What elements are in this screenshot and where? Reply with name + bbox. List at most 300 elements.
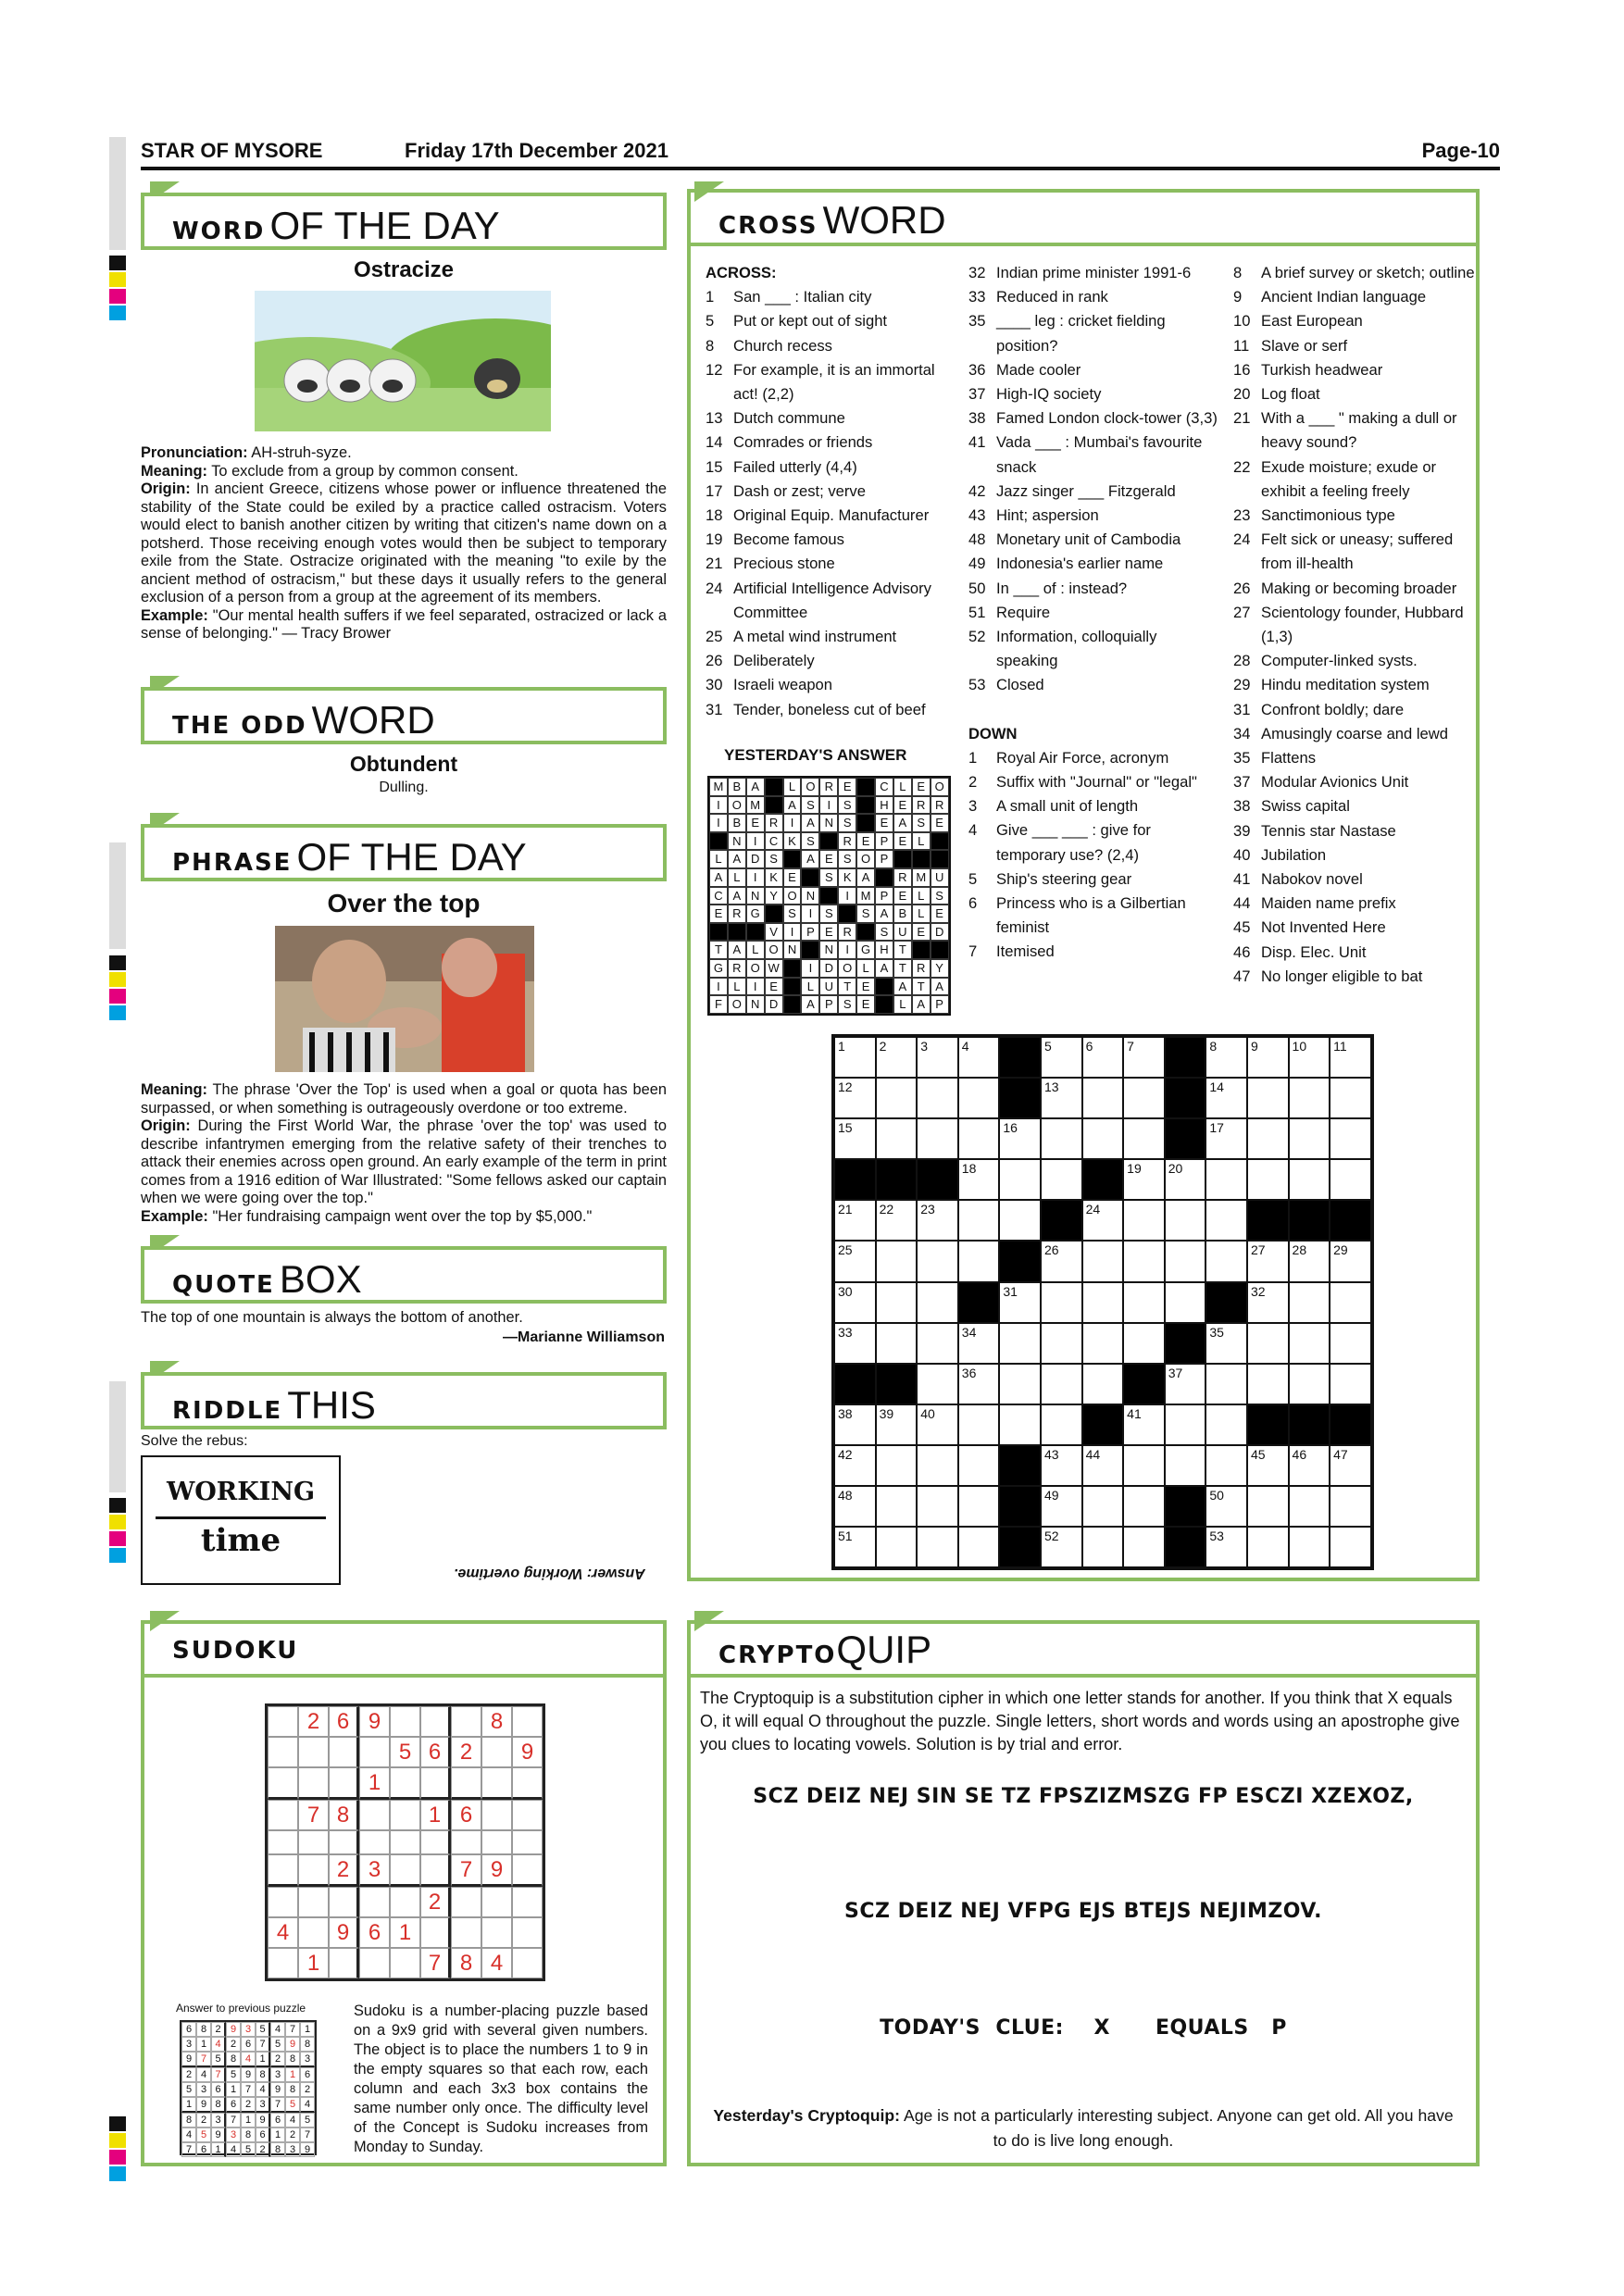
clue-number: 26 <box>706 652 723 670</box>
sudoku-cell[interactable] <box>268 1948 298 1978</box>
crossword-cell[interactable] <box>1123 1241 1165 1281</box>
crossword-cell[interactable] <box>999 1200 1041 1241</box>
crossword-cell[interactable] <box>1206 1200 1247 1241</box>
sudoku-cell[interactable] <box>420 1917 451 1948</box>
sudoku-answer-cell: 4 <box>226 2142 241 2157</box>
crossword-cell[interactable] <box>1041 1282 1082 1323</box>
title-small: CRYPTO <box>718 1641 837 1669</box>
sudoku-cell[interactable] <box>451 1706 481 1737</box>
answer-cell: S <box>838 814 856 832</box>
clue-text: Information, colloquially speaking <box>996 628 1157 670</box>
crossword-cell[interactable] <box>834 1282 876 1323</box>
sudoku-cell[interactable] <box>420 1767 451 1800</box>
crossword-cell[interactable] <box>1330 1486 1371 1527</box>
sudoku-answer-cell: 6 <box>256 2128 270 2142</box>
reg-yellow <box>109 2133 126 2148</box>
answer-block <box>819 832 838 851</box>
crossword-cell[interactable] <box>1247 1445 1289 1486</box>
crossword-cell[interactable] <box>917 1486 958 1527</box>
crossword-cell[interactable] <box>1082 1486 1124 1527</box>
sudoku-answer-cell: 4 <box>211 2037 226 2052</box>
crossword-cell[interactable] <box>1041 1159 1082 1200</box>
crossword-cell[interactable] <box>999 1282 1041 1323</box>
sudoku-cell[interactable] <box>451 1887 481 1917</box>
crossword-cell[interactable] <box>1289 1241 1330 1281</box>
answer-block <box>931 850 949 868</box>
crossword-cell[interactable] <box>1082 1118 1124 1159</box>
sudoku-cell[interactable] <box>329 1887 359 1917</box>
sudoku-cell[interactable] <box>298 1887 329 1917</box>
answer-cell: I <box>709 796 728 815</box>
quote-box-title <box>141 1246 667 1304</box>
crossword-cell[interactable] <box>1330 1159 1371 1200</box>
crossword-cell[interactable] <box>958 1323 1000 1364</box>
crossword-cell[interactable] <box>1330 1241 1371 1281</box>
crossword-cell[interactable] <box>834 1323 876 1364</box>
cell-number: 25 <box>838 1242 853 1258</box>
clue <box>706 504 956 528</box>
crossword-cell[interactable] <box>958 1486 1000 1527</box>
crossword-cell[interactable] <box>834 1486 876 1527</box>
title-large: BOX <box>279 1257 362 1301</box>
sudoku-cell[interactable] <box>420 1854 451 1887</box>
crossword-cell[interactable] <box>917 1118 958 1159</box>
answer-cell: R <box>893 868 912 887</box>
clue <box>1233 577 1479 601</box>
clue-text: Amusingly coarse and lewd <box>1261 724 1448 742</box>
crossword-cell[interactable] <box>1330 1323 1371 1364</box>
crossword-cell[interactable] <box>876 1118 918 1159</box>
sudoku-cell[interactable] <box>390 1887 420 1917</box>
sudoku-cell[interactable] <box>512 1767 543 1800</box>
title-small: WORD <box>172 218 266 245</box>
crossword-cell[interactable] <box>1082 1364 1124 1404</box>
clue-number: 36 <box>968 360 986 379</box>
clue-text: Hint; aspersion <box>996 506 1099 525</box>
crossword-cell[interactable] <box>1041 1118 1082 1159</box>
crossword-cell[interactable] <box>834 1241 876 1281</box>
crossword-cell[interactable] <box>1082 1527 1124 1567</box>
answer-cell: D <box>765 995 783 1014</box>
crossword-cell[interactable] <box>999 1118 1041 1159</box>
sudoku-cell[interactable] <box>390 1830 420 1854</box>
answer-cell: S <box>838 850 856 868</box>
crossword-cell[interactable] <box>1123 1200 1165 1241</box>
sudoku-cell[interactable] <box>359 1800 390 1830</box>
sudoku-cell[interactable] <box>390 1706 420 1737</box>
crossword-cell[interactable] <box>1247 1486 1289 1527</box>
crossword-cell[interactable] <box>999 1323 1041 1364</box>
sudoku-cell[interactable] <box>268 1767 298 1800</box>
crossword-cell[interactable] <box>1123 1486 1165 1527</box>
clue <box>1233 601 1479 649</box>
crossword-cell[interactable] <box>1247 1364 1289 1404</box>
crossword-cell[interactable] <box>1289 1282 1330 1323</box>
clue <box>706 528 956 552</box>
cell-number: 20 <box>1168 1161 1183 1177</box>
crossword-cell[interactable] <box>1165 1282 1206 1323</box>
crossword-block <box>958 1282 1000 1323</box>
crossword-cell[interactable] <box>1041 1445 1082 1486</box>
sudoku-cell[interactable] <box>390 1767 420 1800</box>
crossword-cell[interactable] <box>1247 1282 1289 1323</box>
crossword-cell[interactable] <box>917 1364 958 1404</box>
sudoku-cell[interactable] <box>512 1706 543 1737</box>
sudoku-cell[interactable] <box>268 1800 298 1830</box>
crossword-cell[interactable] <box>1247 1159 1289 1200</box>
crossword-cell[interactable] <box>1330 1364 1371 1404</box>
crossword-cell[interactable] <box>917 1527 958 1567</box>
sudoku-cell: 4 <box>268 1917 298 1948</box>
origin-label: Origin: <box>141 480 191 497</box>
clue <box>706 406 956 430</box>
clue-number: 43 <box>968 506 986 525</box>
clue <box>1233 309 1479 333</box>
crossword-cell[interactable] <box>876 1445 918 1486</box>
crossword-cell[interactable] <box>1330 1282 1371 1323</box>
word-of-day-title <box>141 193 667 250</box>
clue <box>706 358 956 406</box>
clue-text: Ship's steering gear <box>996 869 1132 888</box>
sudoku-cell[interactable] <box>359 1830 390 1854</box>
crossword-cell[interactable] <box>1165 1241 1206 1281</box>
crossword-cell[interactable] <box>917 1241 958 1281</box>
sudoku-cell: 2 <box>420 1887 451 1917</box>
cell-number: 30 <box>838 1283 853 1299</box>
clue <box>1233 382 1479 406</box>
sudoku-cell[interactable] <box>481 1830 512 1854</box>
sudoku-cell[interactable] <box>359 1948 390 1978</box>
crossword-cell[interactable] <box>1082 1445 1124 1486</box>
sudoku-cell[interactable] <box>420 1706 451 1737</box>
crossword-cell[interactable] <box>999 1404 1041 1445</box>
crossword-cell[interactable] <box>917 1323 958 1364</box>
answer-cell: O <box>728 995 746 1014</box>
crossword-cell[interactable] <box>1247 1527 1289 1567</box>
sudoku-answer-cell: 8 <box>300 2037 315 2052</box>
crossword-cell[interactable] <box>1289 1445 1330 1486</box>
answer-block <box>765 778 783 796</box>
crossword-cell[interactable] <box>917 1200 958 1241</box>
sudoku-answer-cell: 2 <box>181 2067 196 2082</box>
crossword-cell[interactable] <box>1041 1037 1082 1078</box>
sudoku-cell[interactable] <box>390 1800 420 1830</box>
sudoku-answer-cell: 6 <box>270 2113 285 2128</box>
clue-number: 50 <box>968 579 986 597</box>
crossword-cell[interactable] <box>1082 1078 1124 1118</box>
crossword-cell[interactable] <box>1289 1323 1330 1364</box>
crossword-cell[interactable] <box>834 1527 876 1567</box>
crossword-cell[interactable] <box>1206 1037 1247 1078</box>
crossword-cell[interactable] <box>1206 1241 1247 1281</box>
clue-text: Require <box>996 603 1051 621</box>
crossword-cell[interactable] <box>834 1445 876 1486</box>
crossword-cell[interactable] <box>1206 1364 1247 1404</box>
crossword-cell[interactable] <box>1041 1527 1082 1567</box>
crossword-cell[interactable] <box>876 1486 918 1527</box>
answer-cell: W <box>765 959 783 978</box>
crossword-cell[interactable] <box>1330 1118 1371 1159</box>
crossword-cell[interactable] <box>958 1241 1000 1281</box>
answer-block <box>765 905 783 923</box>
sudoku-answer-cell: 9 <box>241 2067 256 2082</box>
title-large: OF THE DAY <box>296 835 527 879</box>
cell-number: 24 <box>1085 1202 1101 1217</box>
crossword-cell[interactable] <box>876 1527 918 1567</box>
crossword-cell[interactable] <box>1082 1200 1124 1241</box>
crossword-cell[interactable] <box>1206 1486 1247 1527</box>
crossword-cell[interactable] <box>1247 1078 1289 1118</box>
crossword-cell[interactable] <box>1206 1323 1247 1364</box>
page-number: Page-10 <box>1421 139 1500 162</box>
clue <box>1233 770 1479 794</box>
meaning-label: Meaning: <box>141 462 207 480</box>
crossword-block <box>876 1159 918 1200</box>
clue-number: 48 <box>968 530 986 549</box>
answer-cell: K <box>783 832 802 851</box>
clue <box>968 406 1218 430</box>
clue <box>968 892 1218 940</box>
clue <box>706 625 956 649</box>
crossword-cell[interactable] <box>834 1118 876 1159</box>
sudoku-answer-cell: 8 <box>270 2142 285 2157</box>
crossword-cell[interactable] <box>876 1037 918 1078</box>
crossword-cell[interactable] <box>1206 1527 1247 1567</box>
clue-number: 20 <box>1233 385 1251 404</box>
reg-black <box>109 1498 126 1513</box>
crossword-cell[interactable] <box>958 1364 1000 1404</box>
sudoku-cell[interactable] <box>329 1767 359 1800</box>
crossword-cell[interactable] <box>958 1037 1000 1078</box>
crossword-cell[interactable] <box>1247 1118 1289 1159</box>
crossword-cell[interactable] <box>1289 1118 1330 1159</box>
crossword-cell[interactable] <box>1041 1404 1082 1445</box>
sudoku-cell[interactable] <box>481 1887 512 1917</box>
sudoku-cell[interactable] <box>481 1800 512 1830</box>
crossword-cell[interactable] <box>917 1078 958 1118</box>
crossword-cell[interactable] <box>1082 1323 1124 1364</box>
sudoku-answer-cell: 2 <box>256 2142 270 2157</box>
sudoku-cell[interactable] <box>298 1917 329 1948</box>
crossword-cell[interactable] <box>1206 1118 1247 1159</box>
crossword-cell[interactable] <box>917 1282 958 1323</box>
crossword-cell[interactable] <box>958 1404 1000 1445</box>
crossword-cell[interactable] <box>958 1200 1000 1241</box>
answer-cell: L <box>709 850 728 868</box>
crossword-cell[interactable] <box>1289 1527 1330 1567</box>
crossword-cell[interactable] <box>1165 1364 1206 1404</box>
crossword-cell[interactable] <box>876 1078 918 1118</box>
sudoku-cell[interactable] <box>359 1887 390 1917</box>
reg-black <box>109 955 126 970</box>
sudoku-cell[interactable] <box>451 1767 481 1800</box>
clue-text: Slave or serf <box>1261 336 1348 355</box>
sudoku-cell[interactable] <box>512 1917 543 1948</box>
sudoku-cell[interactable] <box>390 1948 420 1978</box>
crossword-cell[interactable] <box>958 1118 1000 1159</box>
cell-number: 21 <box>838 1202 853 1217</box>
crossword-cell[interactable] <box>1289 1364 1330 1404</box>
sudoku-cell[interactable] <box>451 1917 481 1948</box>
crossword-cell[interactable] <box>1082 1241 1124 1281</box>
clue-text: Nabokov novel <box>1261 870 1363 889</box>
crossword-cell[interactable] <box>1082 1037 1124 1078</box>
cell-number: 8 <box>1209 1039 1218 1054</box>
sudoku-cell[interactable] <box>268 1854 298 1887</box>
clue <box>1233 504 1479 528</box>
clue <box>1233 746 1479 770</box>
sudoku-cell[interactable] <box>512 1948 543 1978</box>
crossword-cell[interactable] <box>1123 1118 1165 1159</box>
sudoku-cell[interactable] <box>298 1854 329 1887</box>
answer-block <box>819 887 838 905</box>
clue-number: 47 <box>1233 967 1251 985</box>
sudoku-cell[interactable] <box>329 1948 359 1978</box>
crossword-cell[interactable] <box>1165 1445 1206 1486</box>
clue-number: 35 <box>1233 749 1251 767</box>
crossword-cell[interactable] <box>1330 1037 1371 1078</box>
sudoku-cell[interactable] <box>268 1737 298 1767</box>
crossword-cell[interactable] <box>876 1404 918 1445</box>
answer-cell: R <box>728 959 746 978</box>
sudoku-cell: 2 <box>329 1854 359 1887</box>
answer-cell: T <box>893 959 912 978</box>
crossword-cell[interactable] <box>1330 1445 1371 1486</box>
sudoku-cell[interactable] <box>329 1737 359 1767</box>
crossword-cell[interactable] <box>1123 1323 1165 1364</box>
crossword-cell[interactable] <box>1247 1323 1289 1364</box>
sudoku-cell[interactable] <box>359 1737 390 1767</box>
answer-cell: T <box>893 941 912 959</box>
crossword-cell[interactable] <box>876 1241 918 1281</box>
answer-block <box>856 796 875 815</box>
crossword-cell[interactable] <box>958 1078 1000 1118</box>
crossword-cell[interactable] <box>876 1282 918 1323</box>
clue-text: Jazz singer ___ Fitzgerald <box>996 481 1176 500</box>
answer-cell: I <box>709 978 728 996</box>
crossword-cell[interactable] <box>834 1200 876 1241</box>
riddle-answer: Answer: Working overtime. <box>454 1566 645 1581</box>
crossword-cell[interactable] <box>1082 1282 1124 1323</box>
crossword-cell[interactable] <box>1247 1037 1289 1078</box>
crossword-cell[interactable] <box>917 1404 958 1445</box>
sudoku-cell[interactable] <box>481 1767 512 1800</box>
sudoku-cell[interactable] <box>268 1706 298 1737</box>
crossword-cell[interactable] <box>1165 1404 1206 1445</box>
sudoku-answer-cell: 1 <box>300 2022 315 2037</box>
crossword-cell[interactable] <box>1041 1078 1082 1118</box>
crossword-cell[interactable] <box>876 1323 918 1364</box>
crossword-cell[interactable] <box>1247 1241 1289 1281</box>
sudoku-cell[interactable] <box>481 1917 512 1948</box>
crossword-cell[interactable] <box>1165 1200 1206 1241</box>
sudoku-answer-cell: 3 <box>241 2022 256 2037</box>
clue <box>968 673 1218 697</box>
crossword-cell[interactable] <box>1289 1486 1330 1527</box>
crossword-cell[interactable] <box>1165 1159 1206 1200</box>
crossword-cell[interactable] <box>958 1445 1000 1486</box>
crossword-cell[interactable] <box>834 1078 876 1118</box>
crossword-cell[interactable] <box>1041 1323 1082 1364</box>
down-clues-col3 <box>1233 261 1479 989</box>
sudoku-cell[interactable] <box>390 1854 420 1887</box>
crossword-cell[interactable] <box>1206 1404 1247 1445</box>
crossword-cell[interactable] <box>1206 1445 1247 1486</box>
crossword-cell[interactable] <box>1123 1282 1165 1323</box>
sudoku-cell[interactable] <box>268 1887 298 1917</box>
crossword-cell[interactable] <box>834 1404 876 1445</box>
crossword-cell[interactable] <box>917 1445 958 1486</box>
crossword-cell[interactable] <box>1123 1078 1165 1118</box>
clue-number: 30 <box>706 676 723 694</box>
sudoku-cell[interactable] <box>451 1830 481 1854</box>
cell-number: 40 <box>920 1405 935 1421</box>
cryptoquip-clue: TODAY'S CLUE: X EQUALS P <box>880 2016 1287 2040</box>
crossword-cell[interactable] <box>1041 1486 1082 1527</box>
crossword-cell[interactable] <box>876 1200 918 1241</box>
cell-number: 22 <box>879 1202 894 1217</box>
crossword-cell[interactable] <box>1123 1445 1165 1486</box>
margin-strip <box>109 137 126 250</box>
sudoku-cell[interactable] <box>420 1830 451 1854</box>
crossword-cell[interactable] <box>1123 1159 1165 1200</box>
answer-cell: A <box>783 796 802 815</box>
sudoku-cell[interactable] <box>512 1830 543 1854</box>
sudoku-cell[interactable] <box>512 1854 543 1887</box>
sudoku-cell[interactable] <box>298 1737 329 1767</box>
crossword-cell[interactable] <box>999 1364 1041 1404</box>
answer-cell: I <box>819 796 838 815</box>
clue <box>1233 673 1479 697</box>
cell-number: 37 <box>1168 1365 1183 1380</box>
answer-cell: P <box>875 850 893 868</box>
crossword-cell[interactable] <box>1289 1078 1330 1118</box>
crossword-cell[interactable] <box>1330 1078 1371 1118</box>
crossword-cell[interactable] <box>1123 1037 1165 1078</box>
sudoku-cell[interactable] <box>298 1830 329 1854</box>
sudoku-cell[interactable] <box>481 1737 512 1767</box>
crossword-block <box>999 1241 1041 1281</box>
crossword-cell[interactable] <box>1289 1037 1330 1078</box>
sudoku-cell[interactable] <box>512 1887 543 1917</box>
crossword-cell[interactable] <box>917 1037 958 1078</box>
crossword-cell[interactable] <box>958 1159 1000 1200</box>
crossword-cell[interactable] <box>1041 1364 1082 1404</box>
sudoku-cell[interactable] <box>298 1767 329 1800</box>
crossword-cell[interactable] <box>958 1527 1000 1567</box>
sudoku-cell[interactable] <box>512 1800 543 1830</box>
crossword-cell[interactable] <box>1123 1527 1165 1567</box>
crossword-cell[interactable] <box>1041 1241 1082 1281</box>
sudoku-cell[interactable] <box>268 1830 298 1854</box>
crossword-cell[interactable] <box>1206 1078 1247 1118</box>
cell-number: 16 <box>1003 1120 1018 1136</box>
riddle-prompt: Solve the rebus: <box>141 1433 248 1449</box>
crossword-cell[interactable] <box>834 1037 876 1078</box>
sudoku-cell[interactable] <box>329 1830 359 1854</box>
crossword-cell[interactable] <box>1330 1527 1371 1567</box>
crossword-cell[interactable] <box>1206 1159 1247 1200</box>
crossword-cell[interactable] <box>999 1159 1041 1200</box>
crossword-cell[interactable] <box>1289 1159 1330 1200</box>
across-clues-col1 <box>706 261 956 722</box>
answer-cell: R <box>838 832 856 851</box>
sudoku-cell: 6 <box>329 1706 359 1737</box>
crossword-cell[interactable] <box>1123 1404 1165 1445</box>
clue-text: Closed <box>996 676 1044 694</box>
clue-text: Disp. Elec. Unit <box>1261 942 1367 961</box>
clue <box>1233 649 1479 673</box>
